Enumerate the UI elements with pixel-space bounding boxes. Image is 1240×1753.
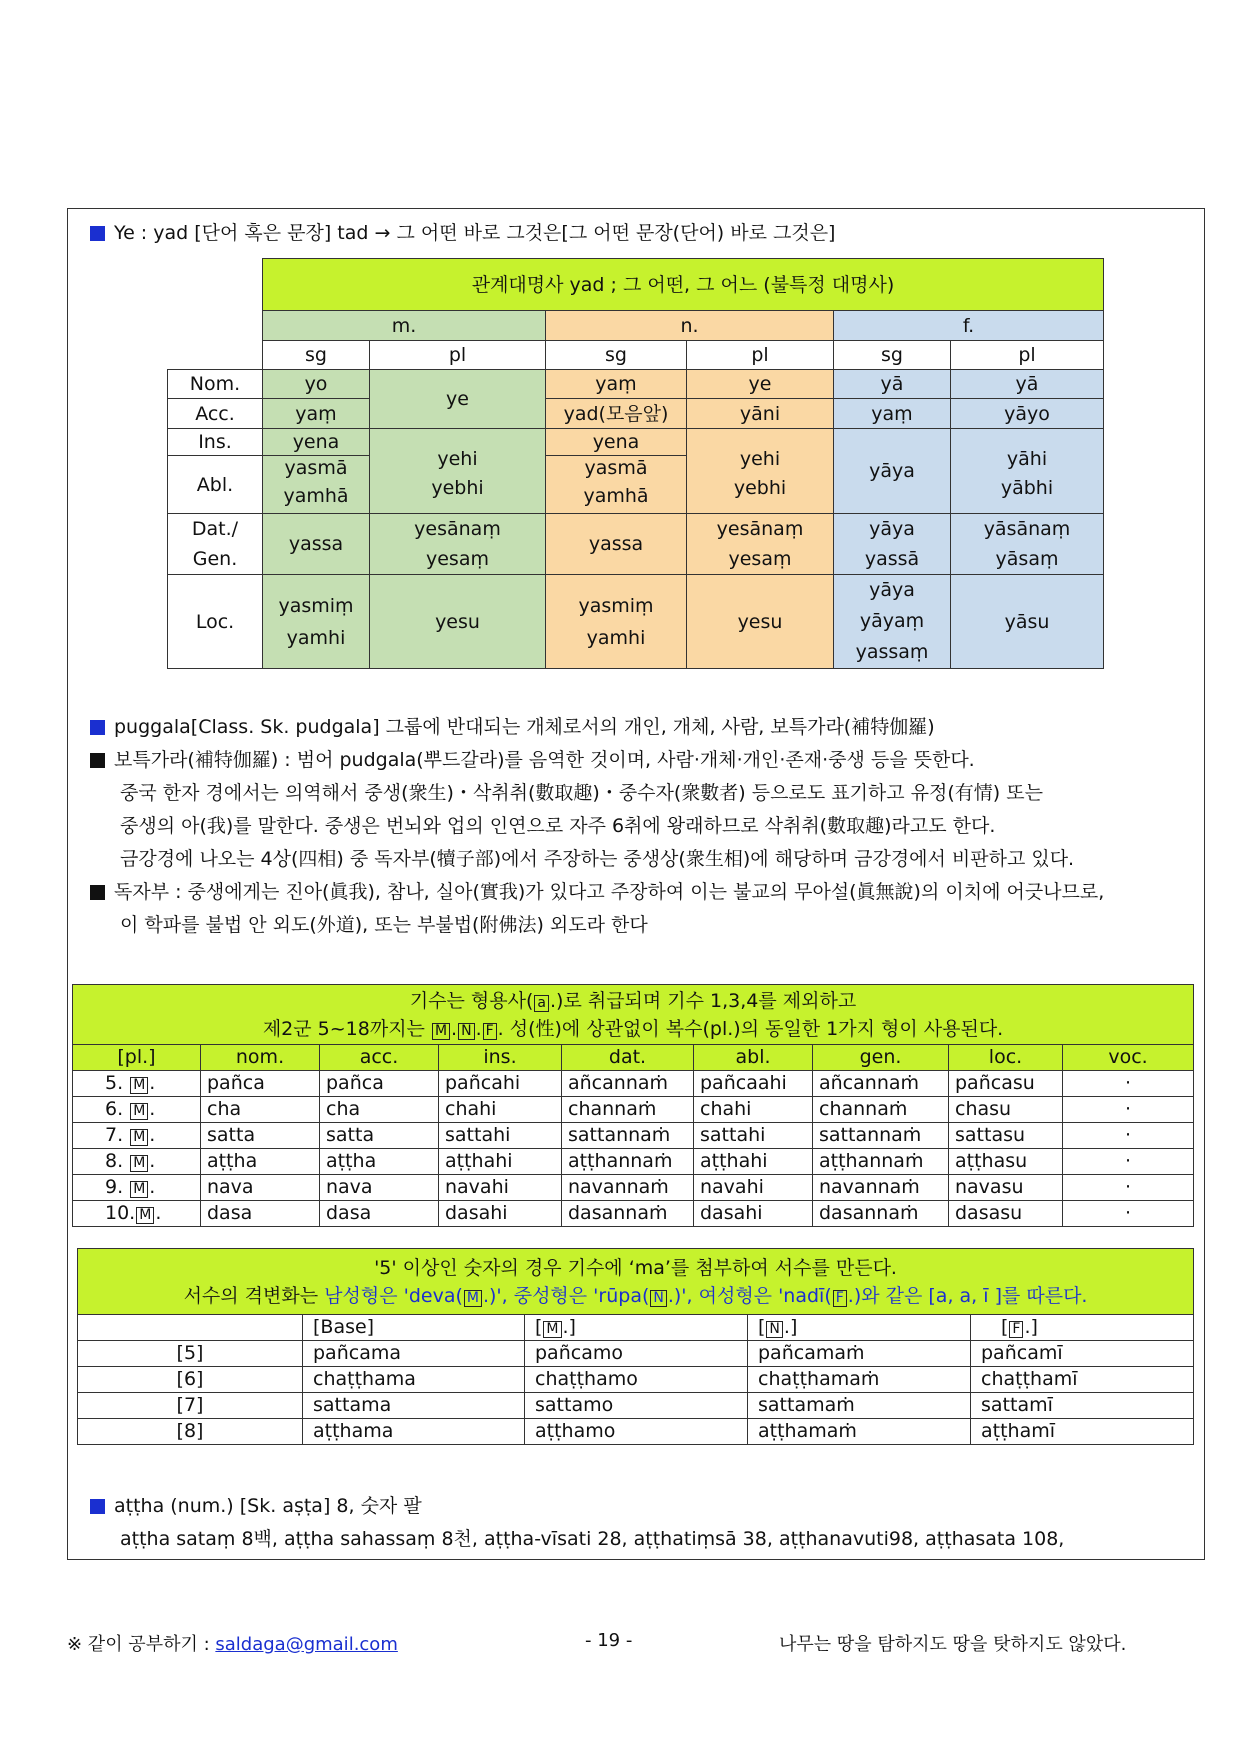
table-row <box>73 1071 1194 1097</box>
m-pl-dat-2: yesaṃ <box>426 548 489 570</box>
m-sg-nom: yo <box>263 370 370 399</box>
m-sg-dat: yassa <box>263 514 370 575</box>
f-sg-dat-1: yāya <box>869 518 915 540</box>
n-pl-insabl-2: yebhi <box>733 477 787 499</box>
cell: pañcasu <box>949 1071 1063 1097</box>
m-pl-insabl <box>370 429 546 514</box>
row-label: 10. M . <box>73 1201 201 1227</box>
gender-m: m. <box>263 311 546 341</box>
f-sg-loc-3: yassaṃ <box>855 641 929 663</box>
f-pl-nom: yā <box>951 370 1104 399</box>
n-sg-nom: yaṃ <box>546 370 687 399</box>
row-label: [5] <box>78 1341 303 1367</box>
cell: nava <box>320 1175 439 1201</box>
m-pl-dat-1: yesānaṃ <box>414 518 501 540</box>
puggala-line-3: 중국 한자 경에서는 의역해서 중생(衆生)・삭취취(數取趣)・중수자(衆數者) 등으로도 표기하고 유정(有情) 또는 <box>120 782 1043 804</box>
cell: sattamaṁ <box>748 1393 971 1419</box>
case-datgen <box>168 514 263 575</box>
cell: aṭṭhamī <box>971 1419 1194 1445</box>
f-pl-loc: yāsu <box>951 575 1104 669</box>
cell: dasa <box>320 1201 439 1227</box>
cell: satta <box>201 1123 320 1149</box>
cell: cha <box>201 1097 320 1123</box>
footer-left <box>67 1630 398 1656</box>
n-sg-dat: yassa <box>546 514 687 575</box>
cell: pañca <box>320 1071 439 1097</box>
page-number: - 19 - <box>585 1630 633 1651</box>
cell: aṭṭhahi <box>439 1149 562 1175</box>
number-f-pl: pl <box>951 341 1104 370</box>
header-gen: gen. <box>813 1045 949 1071</box>
n-sg-abl-2: yamhā <box>583 485 649 507</box>
m-sg-abl-2: yamhā <box>283 485 349 507</box>
feminine-box-icon: F <box>1009 1321 1023 1338</box>
cell: sattahi <box>439 1123 562 1149</box>
n-pl-dat-1: yesānaṃ <box>716 518 804 540</box>
cell: sattama <box>303 1393 525 1419</box>
n-pl-insabl-1: yehi <box>739 448 781 470</box>
row-label: [8] <box>78 1419 303 1445</box>
feminine-box-icon: F <box>483 1023 497 1040</box>
cell: aṭṭhahi <box>694 1149 813 1175</box>
f-pl-dat-1: yāsānaṃ <box>983 518 1071 540</box>
row-label: [6] <box>78 1367 303 1393</box>
m-pl-dat <box>370 514 546 575</box>
table3-title-line-2: 서수의 격변화는 남성형은 'deva( M .)', 중성형은 'rūpa( N .)', 여성형은 'nadī( F .)와 같은 [a, a, ī ]를 따른다. <box>183 1284 1088 1307</box>
cell: sattasu <box>949 1123 1063 1149</box>
row-label: 7. M . <box>73 1123 201 1149</box>
table-row <box>78 1341 1194 1367</box>
cell: pañcahi <box>439 1071 562 1097</box>
masculine-box-icon: M <box>130 1129 148 1146</box>
cell: sattamo <box>525 1393 748 1419</box>
n-sg-ins: yena <box>546 429 687 456</box>
table-row <box>73 1201 1194 1227</box>
f-sg-loc <box>834 575 951 669</box>
gender-n: n. <box>546 311 834 341</box>
case-acc: Acc. <box>168 399 263 429</box>
f-pl-dat <box>951 514 1104 575</box>
black-square-bullet-icon <box>90 885 105 900</box>
n-sg-loc-2: yamhi <box>586 626 646 649</box>
n-pl-insabl <box>687 429 834 514</box>
header-loc: loc. <box>949 1045 1063 1071</box>
m-pl-nomacc: ye <box>370 370 546 429</box>
cell: aṭṭha <box>201 1149 320 1175</box>
puggala-line-4: 중생의 아(我)를 말한다. 중생은 번뇌와 업의 인연으로 자주 6취에 왕래하므로 삭취취(數取趣)라고도 한다. <box>120 815 996 837</box>
cell: aṭṭhamo <box>525 1419 748 1445</box>
cell: · <box>1063 1201 1194 1227</box>
number-m-pl: pl <box>370 341 546 370</box>
cell: navahi <box>439 1175 562 1201</box>
case-dat-label: Dat./ <box>191 518 239 540</box>
cell: pañcama <box>303 1341 525 1367</box>
row-label: 9. M . <box>73 1175 201 1201</box>
header-voc: voc. <box>1063 1045 1194 1071</box>
cell: chasu <box>949 1097 1063 1123</box>
footer-prefix: ※ 같이 공부하기 : <box>67 1634 216 1655</box>
table-row <box>78 1419 1194 1445</box>
cell: aṭṭhannaṁ <box>562 1149 694 1175</box>
f-sg-loc-1: yāya <box>869 579 915 601</box>
table2-title-line-2: 제2군 5~18까지는 M . N . F . 성(性)에 상관없이 복수(pl.)의 동일한 1가지 형이 사용된다. <box>262 1017 1004 1040</box>
cell: añcannaṁ <box>813 1071 949 1097</box>
table-row <box>78 1367 1194 1393</box>
cell: navannaṁ <box>813 1175 949 1201</box>
table2-header-row <box>73 1045 1194 1071</box>
cell: · <box>1063 1097 1194 1123</box>
cell: cha <box>320 1097 439 1123</box>
cell: chaṭṭhamo <box>525 1367 748 1393</box>
m-sg-loc-1: yasmiṃ <box>278 594 354 617</box>
adjective-box-icon: a <box>534 995 549 1012</box>
yad-declension-table <box>167 258 1104 669</box>
cell: pañca <box>201 1071 320 1097</box>
cell: · <box>1063 1123 1194 1149</box>
m-pl-loc: yesu <box>370 575 546 669</box>
cell: dasahi <box>439 1201 562 1227</box>
f-sg-nom: yā <box>834 370 951 399</box>
f-pl-insabl-2: yābhi <box>1000 477 1054 499</box>
cell: navahi <box>694 1175 813 1201</box>
row-label: 6. M . <box>73 1097 201 1123</box>
f-sg-loc-2: yāyaṃ <box>859 610 925 632</box>
masculine-box-icon: M <box>432 1023 450 1040</box>
number-m-sg: sg <box>263 341 370 370</box>
n-pl-acc: yāni <box>687 399 834 429</box>
number-n-pl: pl <box>687 341 834 370</box>
attha-text-1: aṭṭha (num.) [Sk. aṣṭa] 8, 숫자 팔 <box>114 1495 422 1517</box>
neuter-box-icon: N <box>766 1321 782 1338</box>
f-pl-dat-2: yāsaṃ <box>995 548 1059 570</box>
black-square-bullet-icon <box>90 753 105 768</box>
table-row <box>73 1175 1194 1201</box>
masculine-box-icon: M <box>130 1181 148 1198</box>
header-f: [ F .] <box>971 1315 1194 1341</box>
cell: aṭṭhannaṁ <box>813 1149 949 1175</box>
masculine-box-icon: M <box>464 1290 482 1307</box>
puggala-line-2 <box>90 748 975 772</box>
f-sg-dat-2: yassā <box>864 548 920 570</box>
case-abl: Abl. <box>168 456 263 514</box>
table-row <box>73 1149 1194 1175</box>
header-dat: dat. <box>562 1045 694 1071</box>
puggala-text-1: puggala[Class. Sk. pudgala] 그룹에 반대되는 개체로서의 개인, 개체, 사람, 보특가라(補特伽羅) <box>114 716 935 738</box>
cell: dasa <box>201 1201 320 1227</box>
cell: aṭṭha <box>320 1149 439 1175</box>
puggala-line-5: 금강경에 나오는 4상(四相) 중 독자부(犢子部)에서 주장하는 중생상(衆生相)에 해당하며 금강경에서 비판하고 있다. <box>120 848 1075 870</box>
puggala-line-1 <box>90 715 935 739</box>
n-sg-acc: yad(모음앞) <box>546 399 687 429</box>
row-label: 5. M . <box>73 1071 201 1097</box>
f-pl-acc: yāyo <box>951 399 1104 429</box>
cell: · <box>1063 1175 1194 1201</box>
puggala-line-6 <box>90 880 1104 904</box>
cell: pañcamo <box>525 1341 748 1367</box>
email-link[interactable]: saldaga@gmail.com <box>215 1634 398 1655</box>
cell: dasahi <box>694 1201 813 1227</box>
cell: aṭṭhamaṁ <box>748 1419 971 1445</box>
cell: dasannaṁ <box>813 1201 949 1227</box>
footer-motto: 나무는 땅을 탐하지도 땅을 탓하지도 않았다. <box>779 1634 1127 1655</box>
row-label: 8. M . <box>73 1149 201 1175</box>
table-row <box>73 1123 1194 1149</box>
table3-title-line-1: '5' 이상인 숫자의 경우 기수에 ‘ma’를 첨부하여 서수를 만든다. <box>374 1256 897 1279</box>
ordinal-numbers-table <box>77 1248 1194 1445</box>
cell: aṭṭhasu <box>949 1149 1063 1175</box>
cell: navannaṁ <box>562 1175 694 1201</box>
gender-f: f. <box>834 311 1104 341</box>
masculine-box-icon: M <box>130 1155 148 1172</box>
blue-square-bullet-icon <box>90 1499 105 1514</box>
cell: aṭṭhama <box>303 1419 525 1445</box>
cell: pañcamaṁ <box>748 1341 971 1367</box>
header-pl: [pl.] <box>73 1045 201 1071</box>
n-sg-loc-1: yasmiṃ <box>578 594 654 617</box>
case-nom: Nom. <box>168 370 263 399</box>
header-abl: abl. <box>694 1045 813 1071</box>
masculine-box-icon: M <box>130 1077 148 1094</box>
puggala-text-6: 독자부 : 중생에게는 진아(眞我), 참나, 실아(實我)가 있다고 주장하여 이는 불교의 무아설(眞無說)의 이치에 어긋나므로, <box>114 881 1105 903</box>
number-n-sg: sg <box>546 341 687 370</box>
n-sg-loc <box>546 575 687 669</box>
table3-header-row <box>78 1315 1194 1341</box>
m-sg-abl-1: yasmā <box>284 457 348 479</box>
puggala-text-2: 보특가라(補特伽羅) : 범어 pudgala(뿌드갈라)를 음역한 것이며, 사람·개체·개인·존재·중생 등을 뜻한다. <box>114 749 975 771</box>
m-sg-acc: yaṃ <box>263 399 370 429</box>
cell: dasasu <box>949 1201 1063 1227</box>
f-sg-acc: yaṃ <box>834 399 951 429</box>
attha-line-2: aṭṭha sataṃ 8백, aṭṭha sahassaṃ 8천, aṭṭha-vīsati 28, aṭṭhatiṃsā 38, aṭṭhanavuti98, aṭṭhasata 108, <box>120 1528 1065 1550</box>
n-pl-dat <box>687 514 834 575</box>
masculine-box-icon: M <box>136 1207 154 1224</box>
cell: pañcamī <box>971 1341 1194 1367</box>
cell: sattahi <box>694 1123 813 1149</box>
header-ins: ins. <box>439 1045 562 1071</box>
cell: sattannaṁ <box>813 1123 949 1149</box>
cell: chaṭṭhamaṁ <box>748 1367 971 1393</box>
cell: chahi <box>439 1097 562 1123</box>
n-sg-abl <box>546 456 687 514</box>
masculine-box-icon: M <box>130 1103 148 1120</box>
neuter-box-icon: N <box>458 1023 474 1040</box>
cell: chaṭṭhamī <box>971 1367 1194 1393</box>
attha-line-1 <box>90 1494 422 1518</box>
cell: pañcaahi <box>694 1071 813 1097</box>
case-gen-label: Gen. <box>192 548 238 570</box>
ye-heading-text: Ye : yad [단어 혹은 문장] tad → 그 어떤 바로 그것은[그 어떤 문장(단어) 바로 그것은] <box>114 222 836 244</box>
header-n: [ N .] <box>748 1315 971 1341</box>
row-label: [7] <box>78 1393 303 1419</box>
f-sg-dat <box>834 514 951 575</box>
header-base: [Base] <box>303 1315 525 1341</box>
cell: · <box>1063 1071 1194 1097</box>
m-sg-ins: yena <box>263 429 370 456</box>
table-row <box>73 1097 1194 1123</box>
m-sg-loc-2: yamhi <box>286 626 346 649</box>
case-ins: Ins. <box>168 429 263 456</box>
m-pl-insabl-1: yehi <box>437 448 478 470</box>
blue-square-bullet-icon <box>90 226 105 241</box>
header-acc: acc. <box>320 1045 439 1071</box>
f-pl-insabl-1: yāhi <box>1006 448 1048 470</box>
cell: nava <box>201 1175 320 1201</box>
cell: chahi <box>694 1097 813 1123</box>
case-loc: Loc. <box>168 575 263 669</box>
neuter-box-icon: N <box>650 1290 666 1307</box>
table2-title-line-1: 기수는 형용사( a .)로 취급되며 기수 1,3,4를 제외하고 <box>409 989 857 1012</box>
n-sg-abl-1: yasmā <box>584 457 648 479</box>
cell: navasu <box>949 1175 1063 1201</box>
n-pl-loc: yesu <box>687 575 834 669</box>
blue-square-bullet-icon <box>90 720 105 735</box>
table-row <box>78 1393 1194 1419</box>
cell: añcannaṁ <box>562 1071 694 1097</box>
table3-title <box>78 1249 1194 1315</box>
table2-title <box>73 985 1194 1045</box>
cell: · <box>1063 1149 1194 1175</box>
puggala-line-7: 이 학파를 불법 안 외도(外道), 또는 부불법(附佛法) 외도라 한다 <box>120 914 648 936</box>
n-pl-dat-2: yesaṃ <box>728 548 792 570</box>
cell: channaṁ <box>562 1097 694 1123</box>
ye-heading <box>90 221 835 245</box>
f-sg-insabl: yāya <box>834 429 951 514</box>
cardinal-numbers-table <box>72 984 1194 1227</box>
cell: sattamī <box>971 1393 1194 1419</box>
masculine-box-icon: M <box>543 1321 561 1338</box>
cell: dasannaṁ <box>562 1201 694 1227</box>
cell: satta <box>320 1123 439 1149</box>
header-m: [ M .] <box>525 1315 748 1341</box>
header-nom: nom. <box>201 1045 320 1071</box>
cell: channaṁ <box>813 1097 949 1123</box>
cell: sattannaṁ <box>562 1123 694 1149</box>
m-pl-insabl-2: yebhi <box>431 477 484 499</box>
m-sg-abl <box>263 456 370 514</box>
cell: chaṭṭhama <box>303 1367 525 1393</box>
m-sg-loc <box>263 575 370 669</box>
feminine-box-icon: F <box>833 1290 847 1307</box>
n-pl-nom: ye <box>687 370 834 399</box>
table1-title: 관계대명사 yad ; 그 어떤, 그 어느 (불특정 대명사) <box>263 259 1104 311</box>
number-f-sg: sg <box>834 341 951 370</box>
f-pl-insabl <box>951 429 1104 514</box>
